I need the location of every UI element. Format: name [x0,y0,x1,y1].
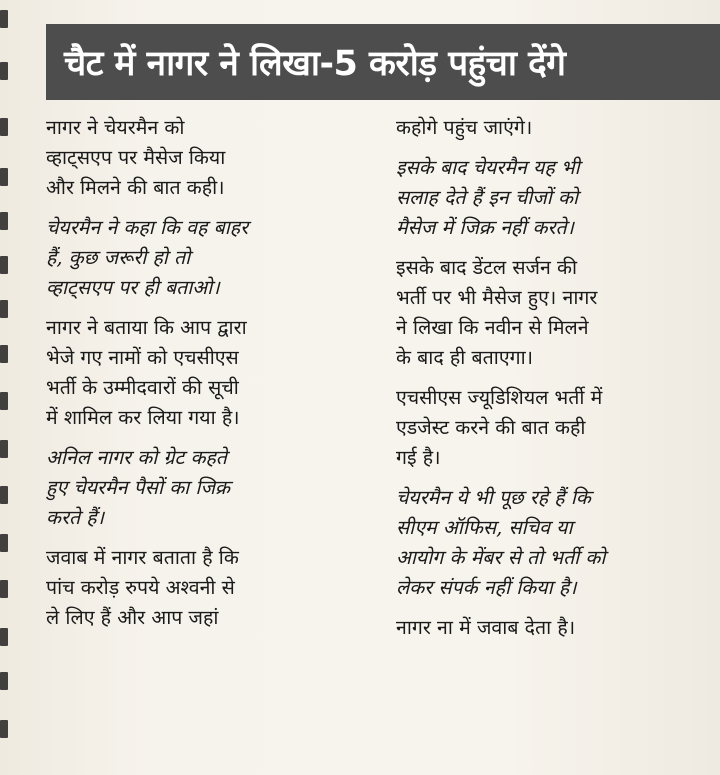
text-line: सीएम ऑफिस, सचिव या [396,516,573,539]
text-line: ले लिए हैं और आप जहां [46,606,219,629]
text-line: जवाब में नागर बताता है कि [46,546,239,569]
text-line: में शामिल कर लिया गया है। [46,406,240,429]
text-line: भर्ती पर भी मैसेज हुए। नागर [396,286,598,309]
text-line: आयोग के मेंबर से तो भर्ती को [396,546,606,569]
paragraph [396,153,720,243]
text-line: सलाह देते हैं इन चीजों को [396,186,579,209]
paragraph [46,313,378,433]
paragraph [46,213,378,303]
text-line: नागर ने चेयरमैन को [46,116,185,139]
paragraph [396,113,720,143]
headline: चैट में नागर ने लिखा-5 करोड़ पहुंचा देंगे [46,24,720,100]
text-line: भेजे गए नामों को एचसीएस [46,346,239,369]
cropped-left-column [0,0,14,775]
paragraph [46,543,378,633]
paragraph [46,113,378,203]
text-line: ने लिखा कि नवीन से मिलने [396,316,589,339]
text-line: इसके बाद डेंटल सर्जन की [396,256,578,279]
text-line: मैसेज में जिक्र नहीं करते। [396,216,574,239]
paragraph [46,443,378,533]
text-line: एडजेस्ट करने की बात कही [396,416,586,439]
text-line: गई है। [396,446,441,469]
text-line: हैं, कुछ जरूरी हो तो [46,246,191,269]
paragraph [396,383,720,473]
paragraph [396,613,720,643]
text-line: के बाद ही बताएगा। [396,346,534,369]
paragraph [396,253,720,373]
text-line: पांच करोड़ रुपये अश्वनी से [46,576,235,599]
text-line: और मिलने की बात कही। [46,176,225,199]
text-line: व्हाट्सएप पर मैसेज किया [46,146,226,169]
text-line: हुए चेयरमैन पैसों का जिक्र [46,476,230,499]
paragraph [396,483,720,603]
text-line: अनिल नागर को ग्रेट कहते [46,446,227,469]
text-line: नागर ने बताया कि आप द्वारा [46,316,247,339]
text-line: नागर ना में जवाब देता है। [396,616,576,639]
text-line: व्हाट्सएप पर ही बताओ। [46,276,220,299]
text-line: लेकर संपर्क नहीं किया है। [396,576,577,599]
article-column-right [396,113,720,653]
article-column-left [46,113,378,643]
text-line: चेयरमैन ने कहा कि वह बाहर [46,216,249,239]
text-line: करते हैं। [46,506,105,529]
text-line: भर्ती के उम्मीदवारों की सूची [46,376,239,399]
text-line: चेयरमैन ये भी पूछ रहे हैं कि [396,486,591,509]
text-line: एचसीएस ज्यूडिशियल भर्ती में [396,386,603,409]
text-line: कहोगे पहुंच जाएंगे। [396,116,533,139]
text-line: इसके बाद चेयरमैन यह भी [396,156,580,179]
